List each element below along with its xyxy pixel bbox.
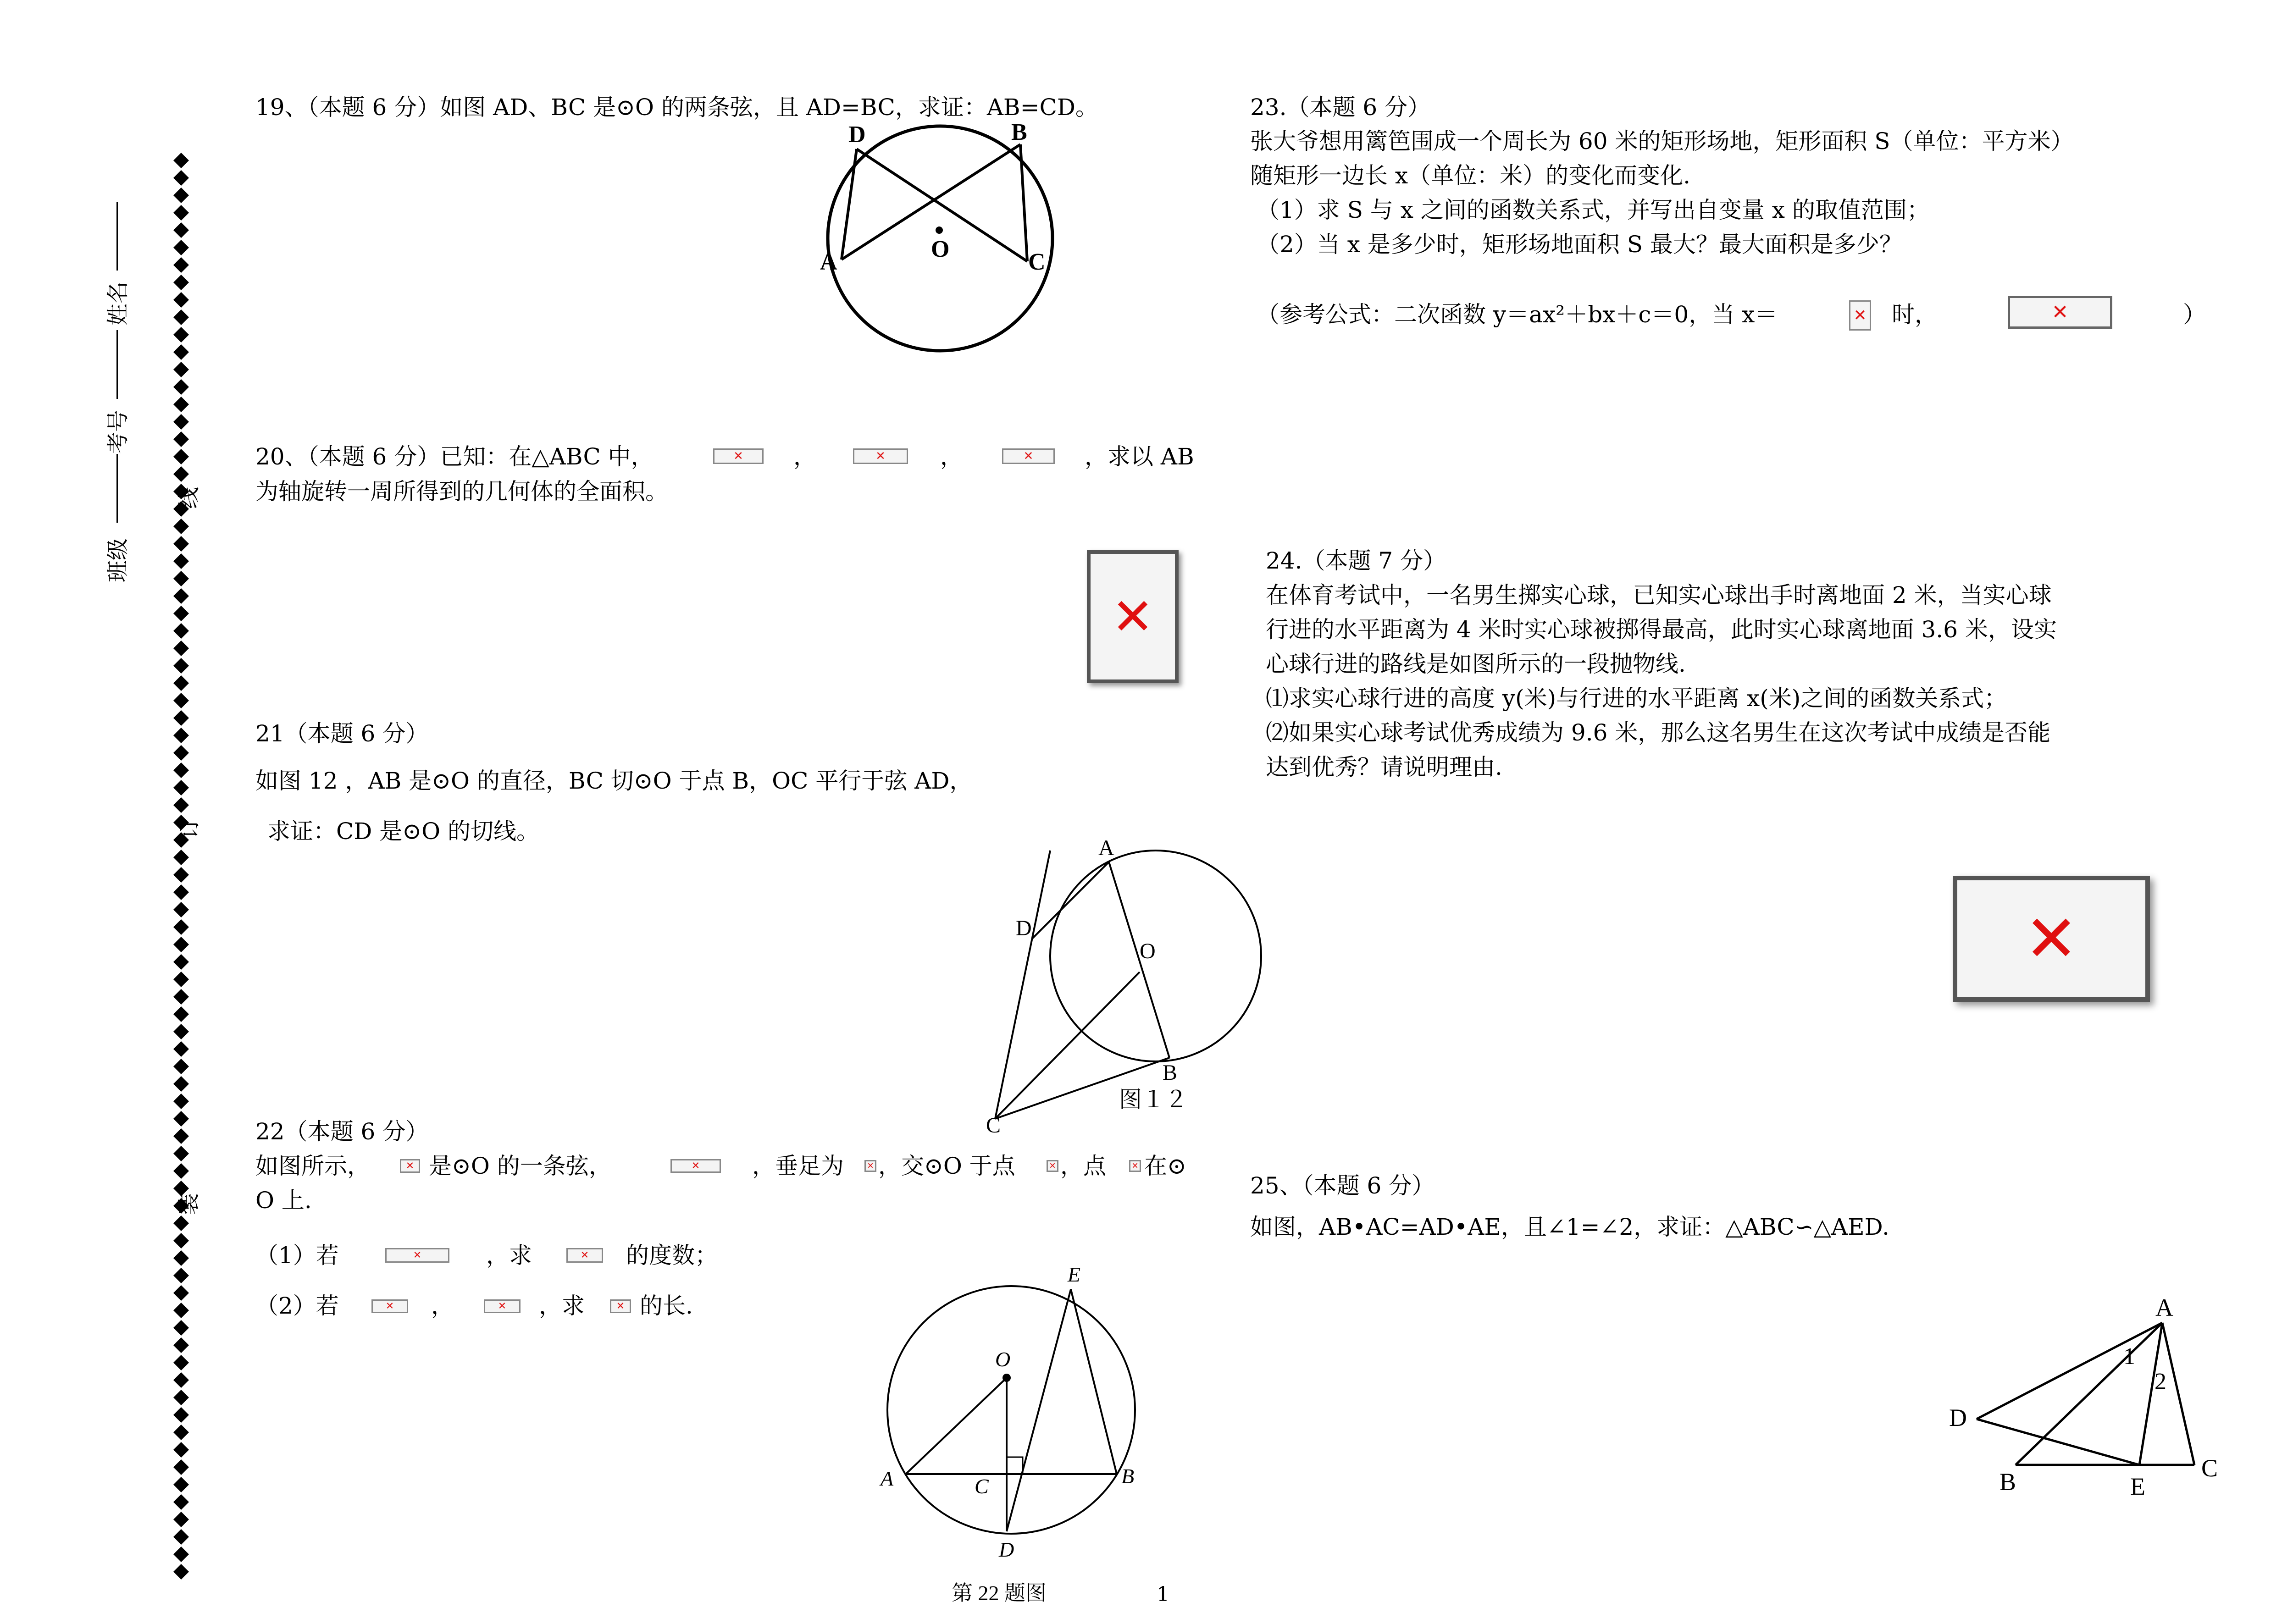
q20-line2: 为轴旋转一周所得到的几何体的全面积。 [255,478,668,505]
diamond-mark [173,954,189,970]
diamond-mark [173,675,189,691]
q21-label-d: D [1016,916,1032,940]
diamond-mark [173,1041,189,1057]
q19-label-d: D [848,122,866,148]
binding-zhuang: 装 [176,1193,202,1215]
q24-l4: ⑴求实心球行进的高度 y(米)与行进的水平距离 x(米)之间的函数关系式； [1266,685,2007,712]
q19-label-b: B [1011,119,1027,145]
class-blank-line [116,454,118,523]
diamond-mark [173,362,189,377]
diamond-mark [173,762,189,778]
q22-p1-b: ，求 [486,1242,532,1269]
q22-l2: O 上. [255,1187,312,1214]
q22-p1-c: 的度数； [626,1242,718,1269]
diamond-mark [173,623,189,639]
diamond-mark [173,1320,189,1336]
diamond-mark [173,1076,189,1092]
diamond-mark [173,658,189,674]
diamond-mark [173,710,189,726]
q23-ref-b: 时， [1892,301,1938,328]
diamond-mark [173,937,189,952]
q22-p2-a: （2）若 [255,1293,339,1319]
q22-l1-e: ，点 [1060,1153,1106,1179]
q25-label-d: D [1949,1404,1967,1431]
diamond-border [167,151,195,1618]
diamond-mark [173,1146,189,1161]
q25-triangle-figure [1940,1284,2233,1504]
diamond-mark [173,902,189,917]
q22-p2-b: ， [431,1293,454,1319]
name-blank-line [116,202,118,271]
q20-line1-end: ，求以 AB [1085,443,1194,470]
q23-l3: （1）求 S 与 x 之间的函数关系式，并写出自变量 x 的取值范围； [1257,197,1930,223]
q25-label-angle-1: 1 [2123,1343,2135,1370]
diamond-mark [173,797,189,813]
diamond-mark [173,1303,189,1318]
diamond-mark [173,571,189,586]
broken-image-icon: ✕ [1953,876,2150,1002]
diamond-mark [173,1512,189,1527]
q21-label-a: A [1098,836,1114,860]
q22-label-o: O [995,1348,1011,1371]
diamond-mark [173,606,189,621]
exam-number-blank-line [116,330,118,399]
diamond-mark [173,205,189,221]
diamond-mark [173,1006,189,1022]
q22-l1-b: 是⊙O 的一条弦， [429,1153,612,1179]
diamond-mark [173,1024,189,1039]
q19-text: 19、（本题 6 分）如图 AD、BC 是⊙O 的两条弦，且 AD=BC，求证：AB=CD。 [255,94,1098,121]
diamond-mark [173,153,189,168]
diamond-mark [173,780,189,795]
diamond-mark [173,327,189,342]
q21-label-o: O [1140,939,1156,963]
q24-l1: 在体育考试中，一名男生掷实心球，已知实心球出手时离地面 2 米，当实心球 [1266,582,2052,608]
broken-image-icon: ✕ [566,1248,603,1263]
diamond-mark [173,414,189,430]
q23-l1: 张大爷想用篱笆围成一个周长为 60 米的矩形场地，矩形面积 S（单位：平方米） [1250,128,2074,155]
diamond-mark [173,693,189,708]
diamond-mark [173,170,189,186]
q25-label-b: B [1999,1468,2016,1496]
diamond-mark [173,919,189,935]
diamond-mark [173,553,189,569]
diamond-mark [173,188,189,203]
broken-image-icon: ✕ [400,1159,420,1173]
broken-image-icon: ✕ [853,448,908,464]
diamond-mark [173,466,189,482]
diamond-mark [173,397,189,412]
diamond-mark [173,1059,189,1074]
diamond-mark [173,1094,189,1109]
diamond-mark [173,240,189,255]
diamond-mark [173,1372,189,1388]
q25-label-angle-2: 2 [2155,1369,2166,1395]
broken-image-icon: ✕ [1087,550,1179,683]
q25-l1: 如图，AB•AC=AD•AE，且∠1=∠2，求证：△ABC∽△AED. [1250,1214,1889,1240]
q25-label-e: E [2130,1473,2145,1500]
diamond-mark [173,1285,189,1301]
diamond-mark [173,379,189,395]
broken-image-icon: ✕ [385,1248,449,1263]
broken-image-icon: ✕ [2008,296,2112,329]
diamond-mark [173,344,189,360]
diamond-mark [173,1425,189,1440]
q23-ref-a: （参考公式：二次函数 y＝ax²＋bx＋c＝0，当 x＝ [1257,301,1778,328]
diamond-mark [173,292,189,308]
broken-image-icon: ✕ [713,448,764,464]
diamond-mark [173,1163,189,1179]
q22-l1-c: ，垂足为 [752,1153,844,1179]
diamond-mark [173,745,189,761]
class-label: 班级 [105,538,131,582]
q22-label-c: C [975,1475,989,1498]
q22-label-b: B [1121,1464,1135,1488]
diamond-mark [173,309,189,325]
q22-l1-f: 在⊙ [1144,1153,1186,1179]
q19-circle-figure [816,119,1055,335]
q25-label-a: A [2155,1294,2173,1321]
q21-caption: 图１２ [1119,1086,1188,1113]
q22-l1-a: 如图所示， [255,1153,370,1179]
q23-head: 23.（本题 6 分） [1250,94,1431,121]
q20-comma-1: ， [793,443,816,470]
q22-p1-a: （1）若 [255,1242,339,1269]
diamond-mark [173,1564,189,1580]
q22-caption: 第 22 题图 [952,1581,1047,1605]
q21-label-c: C [986,1113,1001,1138]
q21-line2: 求证：CD 是⊙O 的切线。 [267,818,540,845]
q20-line1-start: 20、（本题 6 分）已知：在△ABC 中， [255,443,654,470]
q23-l4: （2）当 x 是多少时，矩形场地面积 S 最大？最大面积是多少？ [1257,231,1902,258]
exam-number-label: 考号 [105,409,131,454]
diamond-mark [173,884,189,900]
q22-p2-c: ，求 [539,1293,585,1319]
q25-head: 25、（本题 6 分） [1250,1172,1435,1199]
page-number: 1 [1157,1583,1169,1606]
broken-image-icon: ✕ [484,1299,521,1313]
broken-image-icon: ✕ [864,1160,876,1172]
diamond-mark [173,222,189,238]
broken-image-icon: ✕ [1047,1160,1058,1172]
q22-head: 22（本题 6 分） [255,1118,429,1145]
diamond-mark [173,1355,189,1370]
q21-line1: 如图 12 ，AB 是⊙O 的直径，BC 切⊙O 于点 B，OC 平行于弦 AD， [255,768,973,794]
diamond-mark [173,1390,189,1405]
broken-image-icon: ✕ [670,1159,721,1173]
q25-label-c: C [2201,1454,2218,1482]
diamond-mark [173,1111,189,1127]
diamond-mark [173,1233,189,1248]
q20-comma-2: ， [940,443,963,470]
q24-l6: 达到优秀？请说明理由. [1266,754,1502,780]
diamond-mark [173,728,189,743]
q23-l2: 随矩形一边长 x（单位：米）的变化而变化. [1250,162,1690,189]
diamond-mark [173,536,189,552]
q21-head: 21（本题 6 分） [255,720,429,747]
diamond-mark [173,1547,189,1562]
diamond-mark [173,1529,189,1545]
q23-ref-c: ） [2183,301,2206,328]
diamond-mark [173,257,189,273]
diamond-mark [173,1442,189,1458]
name-label: 姓名 [105,281,131,326]
q19-label-c: C [1028,249,1046,275]
q24-l2: 行进的水平距离为 4 米时实心球被掷得最高，此时实心球离地面 3.6 米，设实 [1266,616,2057,643]
binding-ding: 订 [176,817,202,839]
q22-chord-figure [862,1256,1156,1605]
q19-label-o: O [931,236,950,262]
broken-image-icon: ✕ [371,1299,408,1313]
diamond-mark [173,1494,189,1510]
diamond-mark [173,850,189,865]
q22-label-a: A [881,1467,894,1490]
q19-label-a: A [820,249,837,275]
diamond-mark [173,519,189,534]
q21-tangent-figure [981,836,1266,1138]
binding-xian: 线 [176,486,202,509]
diamond-mark [173,867,189,883]
diamond-mark [173,431,189,447]
diamond-mark [173,275,189,290]
q22-l1-d: ，交⊙O 于点 [878,1153,1015,1179]
diamond-mark [173,641,189,656]
broken-image-icon: ✕ [610,1299,631,1313]
diamond-mark [173,1128,189,1144]
diamond-mark [173,1407,189,1423]
diamond-mark [173,1215,189,1231]
q22-label-d: D [999,1538,1014,1561]
diamond-mark [173,972,189,987]
q21-label-b: B [1163,1061,1178,1085]
diamond-mark [173,989,189,1005]
diamond-mark [173,1268,189,1283]
q22-label-e: E [1068,1263,1081,1286]
diamond-mark [173,588,189,604]
q24-head: 24.（本题 7 分） [1266,547,1446,574]
diamond-mark [173,1477,189,1492]
q24-l3: 心球行进的路线是如图所示的一段抛物线. [1266,651,1686,677]
q22-p2-d: 的长. [640,1293,693,1319]
broken-image-icon: ✕ [1849,300,1871,331]
broken-image-icon: ✕ [1129,1160,1141,1172]
diamond-mark [173,1337,189,1353]
diamond-mark [173,1459,189,1475]
q24-l5: ⑵如果实心球考试优秀成绩为 9.6 米，那么这名男生在这次考试中成绩是否能 [1266,719,2051,746]
diamond-mark [173,449,189,464]
diamond-mark [173,1250,189,1266]
broken-image-icon: ✕ [1002,448,1055,464]
